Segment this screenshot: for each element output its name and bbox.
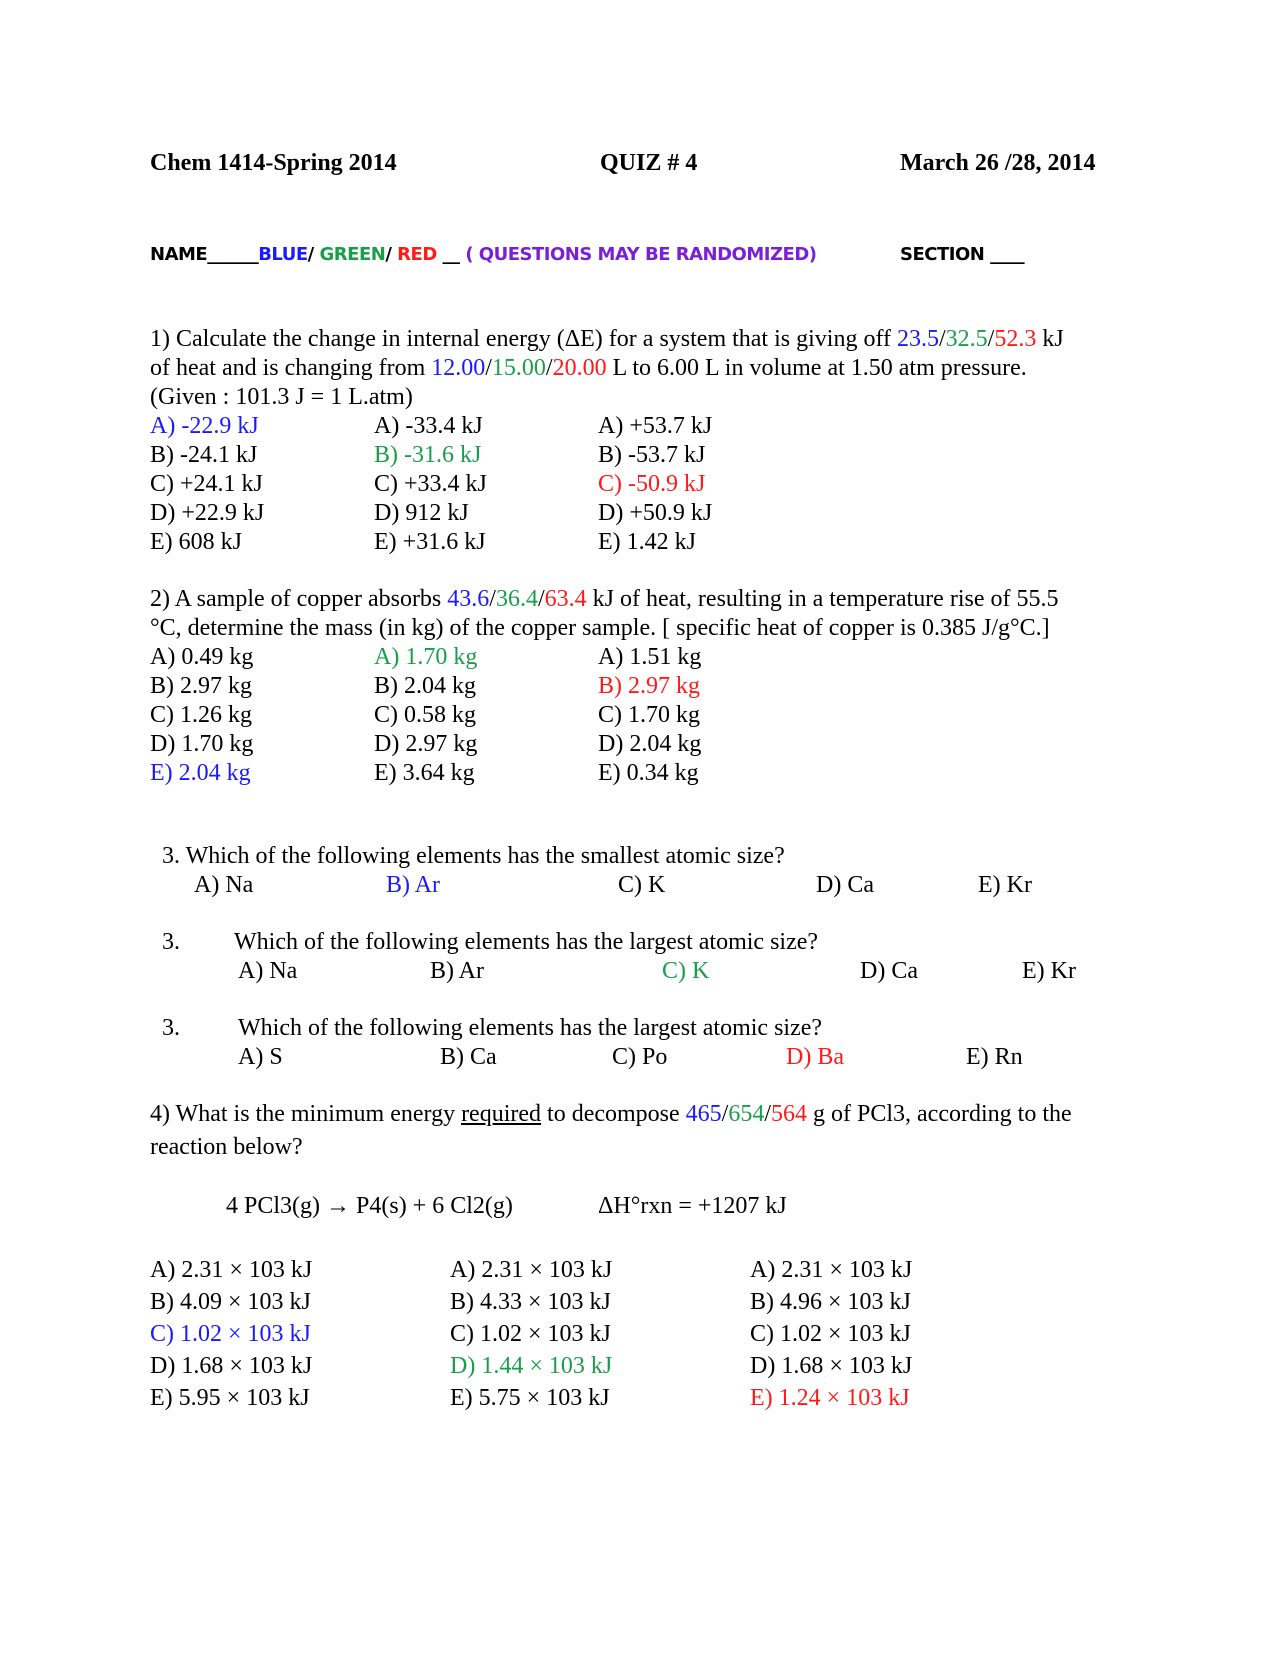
q4-value-red: 564 bbox=[771, 1101, 808, 1127]
answer-option[interactable]: A) -33.4 kJ bbox=[374, 413, 483, 439]
answer-option[interactable]: B) 4.33 × 103 kJ bbox=[450, 1289, 611, 1315]
answer-option[interactable]: B) 4.96 × 103 kJ bbox=[750, 1289, 911, 1315]
q2-text: kJ of heat, resulting in a temperature rise of 55.5 bbox=[586, 586, 1059, 612]
q4-line-2: reaction below? bbox=[150, 1134, 303, 1160]
q1-text: L to 6.00 L in volume at 1.50 atm pressure. bbox=[606, 355, 1027, 381]
answer-option[interactable]: E) Kr bbox=[978, 872, 1032, 898]
q2-value-green: 36.4 bbox=[495, 586, 538, 612]
q1-volume-green: 15.00 bbox=[491, 355, 546, 381]
answer-option[interactable]: E) Rn bbox=[966, 1044, 1023, 1070]
q1-value-red: 52.3 bbox=[994, 326, 1037, 352]
q4-emphasis: required bbox=[461, 1101, 542, 1127]
answer-option[interactable]: E) 3.64 kg bbox=[374, 760, 475, 786]
answer-option[interactable]: A) Na bbox=[238, 958, 298, 984]
answer-option[interactable]: B) 2.97 kg bbox=[150, 673, 252, 699]
answer-option[interactable]: E) 1.24 × 103 kJ bbox=[750, 1385, 910, 1411]
answer-option[interactable]: C) 1.02 × 103 kJ bbox=[450, 1321, 611, 1347]
answer-option[interactable]: C) Po bbox=[612, 1044, 668, 1070]
answer-option[interactable]: A) Na bbox=[194, 872, 254, 898]
q2-value-blue: 43.6 bbox=[447, 586, 490, 612]
q1-line-3: (Given : 101.3 J = 1 L.atm) bbox=[150, 384, 413, 410]
q4-text: to decompose bbox=[541, 1101, 686, 1127]
randomized-note: ( QUESTIONS MAY BE RANDOMIZED) bbox=[465, 244, 817, 265]
answer-option[interactable]: A) S bbox=[238, 1044, 283, 1070]
course-title: Chem 1414-Spring 2014 bbox=[150, 150, 397, 176]
answer-option[interactable]: D) 1.68 × 103 kJ bbox=[150, 1353, 313, 1379]
answer-option[interactable]: D) 1.68 × 103 kJ bbox=[750, 1353, 913, 1379]
answer-option[interactable]: D) Ca bbox=[860, 958, 918, 984]
name-blank-2: __ bbox=[436, 244, 466, 265]
version-red: RED bbox=[397, 244, 437, 265]
q1-line-2: of heat and is changing from 12.00/15.00/20.00 L to 6.00 L in volume at 1.50 atm pressure. bbox=[150, 355, 1027, 381]
enthalpy-value: ΔH°rxn = +1207 kJ bbox=[598, 1193, 787, 1219]
section-blank: ____ bbox=[990, 244, 1025, 265]
section-field bbox=[900, 244, 1024, 265]
answer-option[interactable]: B) Ca bbox=[440, 1044, 497, 1070]
q2-options-col-3 bbox=[598, 643, 701, 788]
q2-text: 2) A sample of copper absorbs bbox=[150, 586, 448, 612]
question-4 bbox=[150, 1100, 1072, 1162]
q4-options-col-1 bbox=[150, 1256, 312, 1416]
answer-option[interactable]: C) 1.70 kg bbox=[598, 702, 700, 728]
quiz-date: March 26 /28, 2014 bbox=[900, 150, 1096, 176]
answer-option[interactable]: B) 4.09 × 103 kJ bbox=[150, 1289, 311, 1315]
question-3c: Which of the following elements has the largest atomic size? bbox=[238, 1015, 823, 1041]
answer-option[interactable]: A) +53.7 kJ bbox=[598, 413, 713, 439]
q1-options-col-3 bbox=[598, 412, 712, 557]
answer-option[interactable]: E) 1.42 kJ bbox=[598, 529, 696, 555]
answer-option[interactable]: D) +22.9 kJ bbox=[150, 500, 265, 526]
question-3a: 3. Which of the following elements has the smallest atomic size? bbox=[162, 843, 785, 869]
section-label: SECTION bbox=[900, 244, 985, 265]
answer-option[interactable]: C) 1.26 kg bbox=[150, 702, 252, 728]
question-3b: Which of the following elements has the largest atomic size? bbox=[234, 929, 819, 955]
answer-option[interactable]: E) 5.75 × 103 kJ bbox=[450, 1385, 610, 1411]
answer-option[interactable]: E) Kr bbox=[1022, 958, 1076, 984]
answer-option[interactable]: C) K bbox=[618, 872, 666, 898]
answer-option[interactable]: B) 2.04 kg bbox=[374, 673, 476, 699]
answer-option[interactable]: C) 0.58 kg bbox=[374, 702, 476, 728]
answer-option[interactable]: D) +50.9 kJ bbox=[598, 500, 713, 526]
q1-value-blue: 23.5 bbox=[897, 326, 939, 352]
answer-option[interactable]: E) 5.95 × 103 kJ bbox=[150, 1385, 310, 1411]
answer-option[interactable]: A) 0.49 kg bbox=[150, 644, 254, 670]
question-3b-number: 3. bbox=[162, 929, 180, 955]
answer-option[interactable]: A) 2.31 × 103 kJ bbox=[150, 1257, 313, 1283]
q4-options-col-3 bbox=[750, 1256, 912, 1416]
q4-line-1: 4) What is the minimum energy required to decompose 465/654/564 g of PCl3, according to the bbox=[150, 1101, 1072, 1127]
answer-option[interactable]: C) 1.02 × 103 kJ bbox=[750, 1321, 911, 1347]
version-blue: BLUE bbox=[258, 244, 308, 265]
answer-option[interactable]: C) -50.9 kJ bbox=[598, 471, 706, 497]
answer-option[interactable]: C) +24.1 kJ bbox=[150, 471, 263, 497]
q1-text: of heat and is changing from bbox=[150, 355, 432, 381]
answer-option[interactable]: B) -24.1 kJ bbox=[150, 442, 258, 468]
answer-option[interactable]: B) Ar bbox=[386, 872, 440, 898]
separator: / bbox=[385, 244, 398, 265]
q4-text: 4) What is the minimum energy bbox=[150, 1101, 462, 1127]
question-1 bbox=[150, 325, 1064, 412]
answer-option[interactable]: B) 2.97 kg bbox=[598, 673, 700, 699]
q4-text: g of PCl3, according to the bbox=[807, 1101, 1072, 1127]
answer-option[interactable]: D) 912 kJ bbox=[374, 500, 469, 526]
answer-option[interactable]: D) 2.97 kg bbox=[374, 731, 478, 757]
q1-text: kJ bbox=[1036, 326, 1064, 352]
answer-option[interactable]: E) 2.04 kg bbox=[150, 760, 251, 786]
q1-text: 1) Calculate the change in internal energy (ΔE) for a system that is giving off bbox=[150, 326, 897, 352]
q2-options-col-1 bbox=[150, 643, 253, 788]
answer-option[interactable]: C) 1.02 × 103 kJ bbox=[150, 1321, 311, 1347]
q1-options-col-2 bbox=[374, 412, 487, 557]
answer-option[interactable]: D) 2.04 kg bbox=[598, 731, 702, 757]
answer-option[interactable]: C) K bbox=[662, 958, 710, 984]
answer-option[interactable]: A) 2.31 × 103 kJ bbox=[750, 1257, 913, 1283]
answer-option[interactable]: D) Ca bbox=[816, 872, 874, 898]
answer-option[interactable]: B) -31.6 kJ bbox=[374, 442, 482, 468]
answer-option[interactable]: E) +31.6 kJ bbox=[374, 529, 486, 555]
q2-line-1: 2) A sample of copper absorbs 43.6/36.4/63.4 kJ of heat, resulting in a temperature rise of 55.5 bbox=[150, 586, 1059, 612]
answer-option[interactable]: A) -22.9 kJ bbox=[150, 413, 259, 439]
answer-option[interactable]: D) 1.70 kg bbox=[150, 731, 254, 757]
answer-option[interactable]: A) 1.51 kg bbox=[598, 644, 702, 670]
answer-option[interactable]: C) +33.4 kJ bbox=[374, 471, 487, 497]
q1-volume-red: 20.00 bbox=[552, 355, 607, 381]
question-3c-number: 3. bbox=[162, 1015, 180, 1041]
answer-option[interactable]: B) -53.7 kJ bbox=[598, 442, 706, 468]
q2-value-red: 63.4 bbox=[544, 586, 587, 612]
q4-value-green: 654 bbox=[728, 1101, 765, 1127]
answer-option[interactable]: B) Ar bbox=[430, 958, 484, 984]
answer-option[interactable]: A) 2.31 × 103 kJ bbox=[450, 1257, 613, 1283]
reaction-equation: 4 PCl3(g) → P4(s) + 6 Cl2(g) bbox=[226, 1193, 513, 1219]
q1-line-1: 1) Calculate the change in internal energy (ΔE) for a system that is giving off 23.5/32.5/52.3 kJ bbox=[150, 326, 1064, 352]
name-label: NAME bbox=[150, 244, 208, 265]
q1-volume-blue: 12.00 bbox=[431, 355, 486, 381]
separator: / bbox=[307, 244, 320, 265]
question-2 bbox=[150, 585, 1058, 643]
answer-option[interactable]: A) 1.70 kg bbox=[374, 644, 478, 670]
answer-option[interactable]: D) 1.44 × 103 kJ bbox=[450, 1353, 613, 1379]
name-blank: ______ bbox=[207, 244, 259, 265]
q1-options-col-1 bbox=[150, 412, 264, 557]
answer-option[interactable]: E) 0.34 kg bbox=[598, 760, 699, 786]
version-green: GREEN bbox=[319, 244, 386, 265]
name-line bbox=[150, 244, 816, 265]
q2-options-col-2 bbox=[374, 643, 477, 788]
q2-line-2: °C, determine the mass (in kg) of the copper sample. [ specific heat of copper is 0.385 J/g°C.] bbox=[150, 615, 1050, 641]
answer-option[interactable]: D) Ba bbox=[786, 1044, 844, 1070]
q1-value-green: 32.5 bbox=[945, 326, 988, 352]
q4-value-blue: 465 bbox=[685, 1101, 722, 1127]
quiz-title: QUIZ # 4 bbox=[600, 150, 698, 176]
q4-options-col-2 bbox=[450, 1256, 612, 1416]
answer-option[interactable]: E) 608 kJ bbox=[150, 529, 242, 555]
